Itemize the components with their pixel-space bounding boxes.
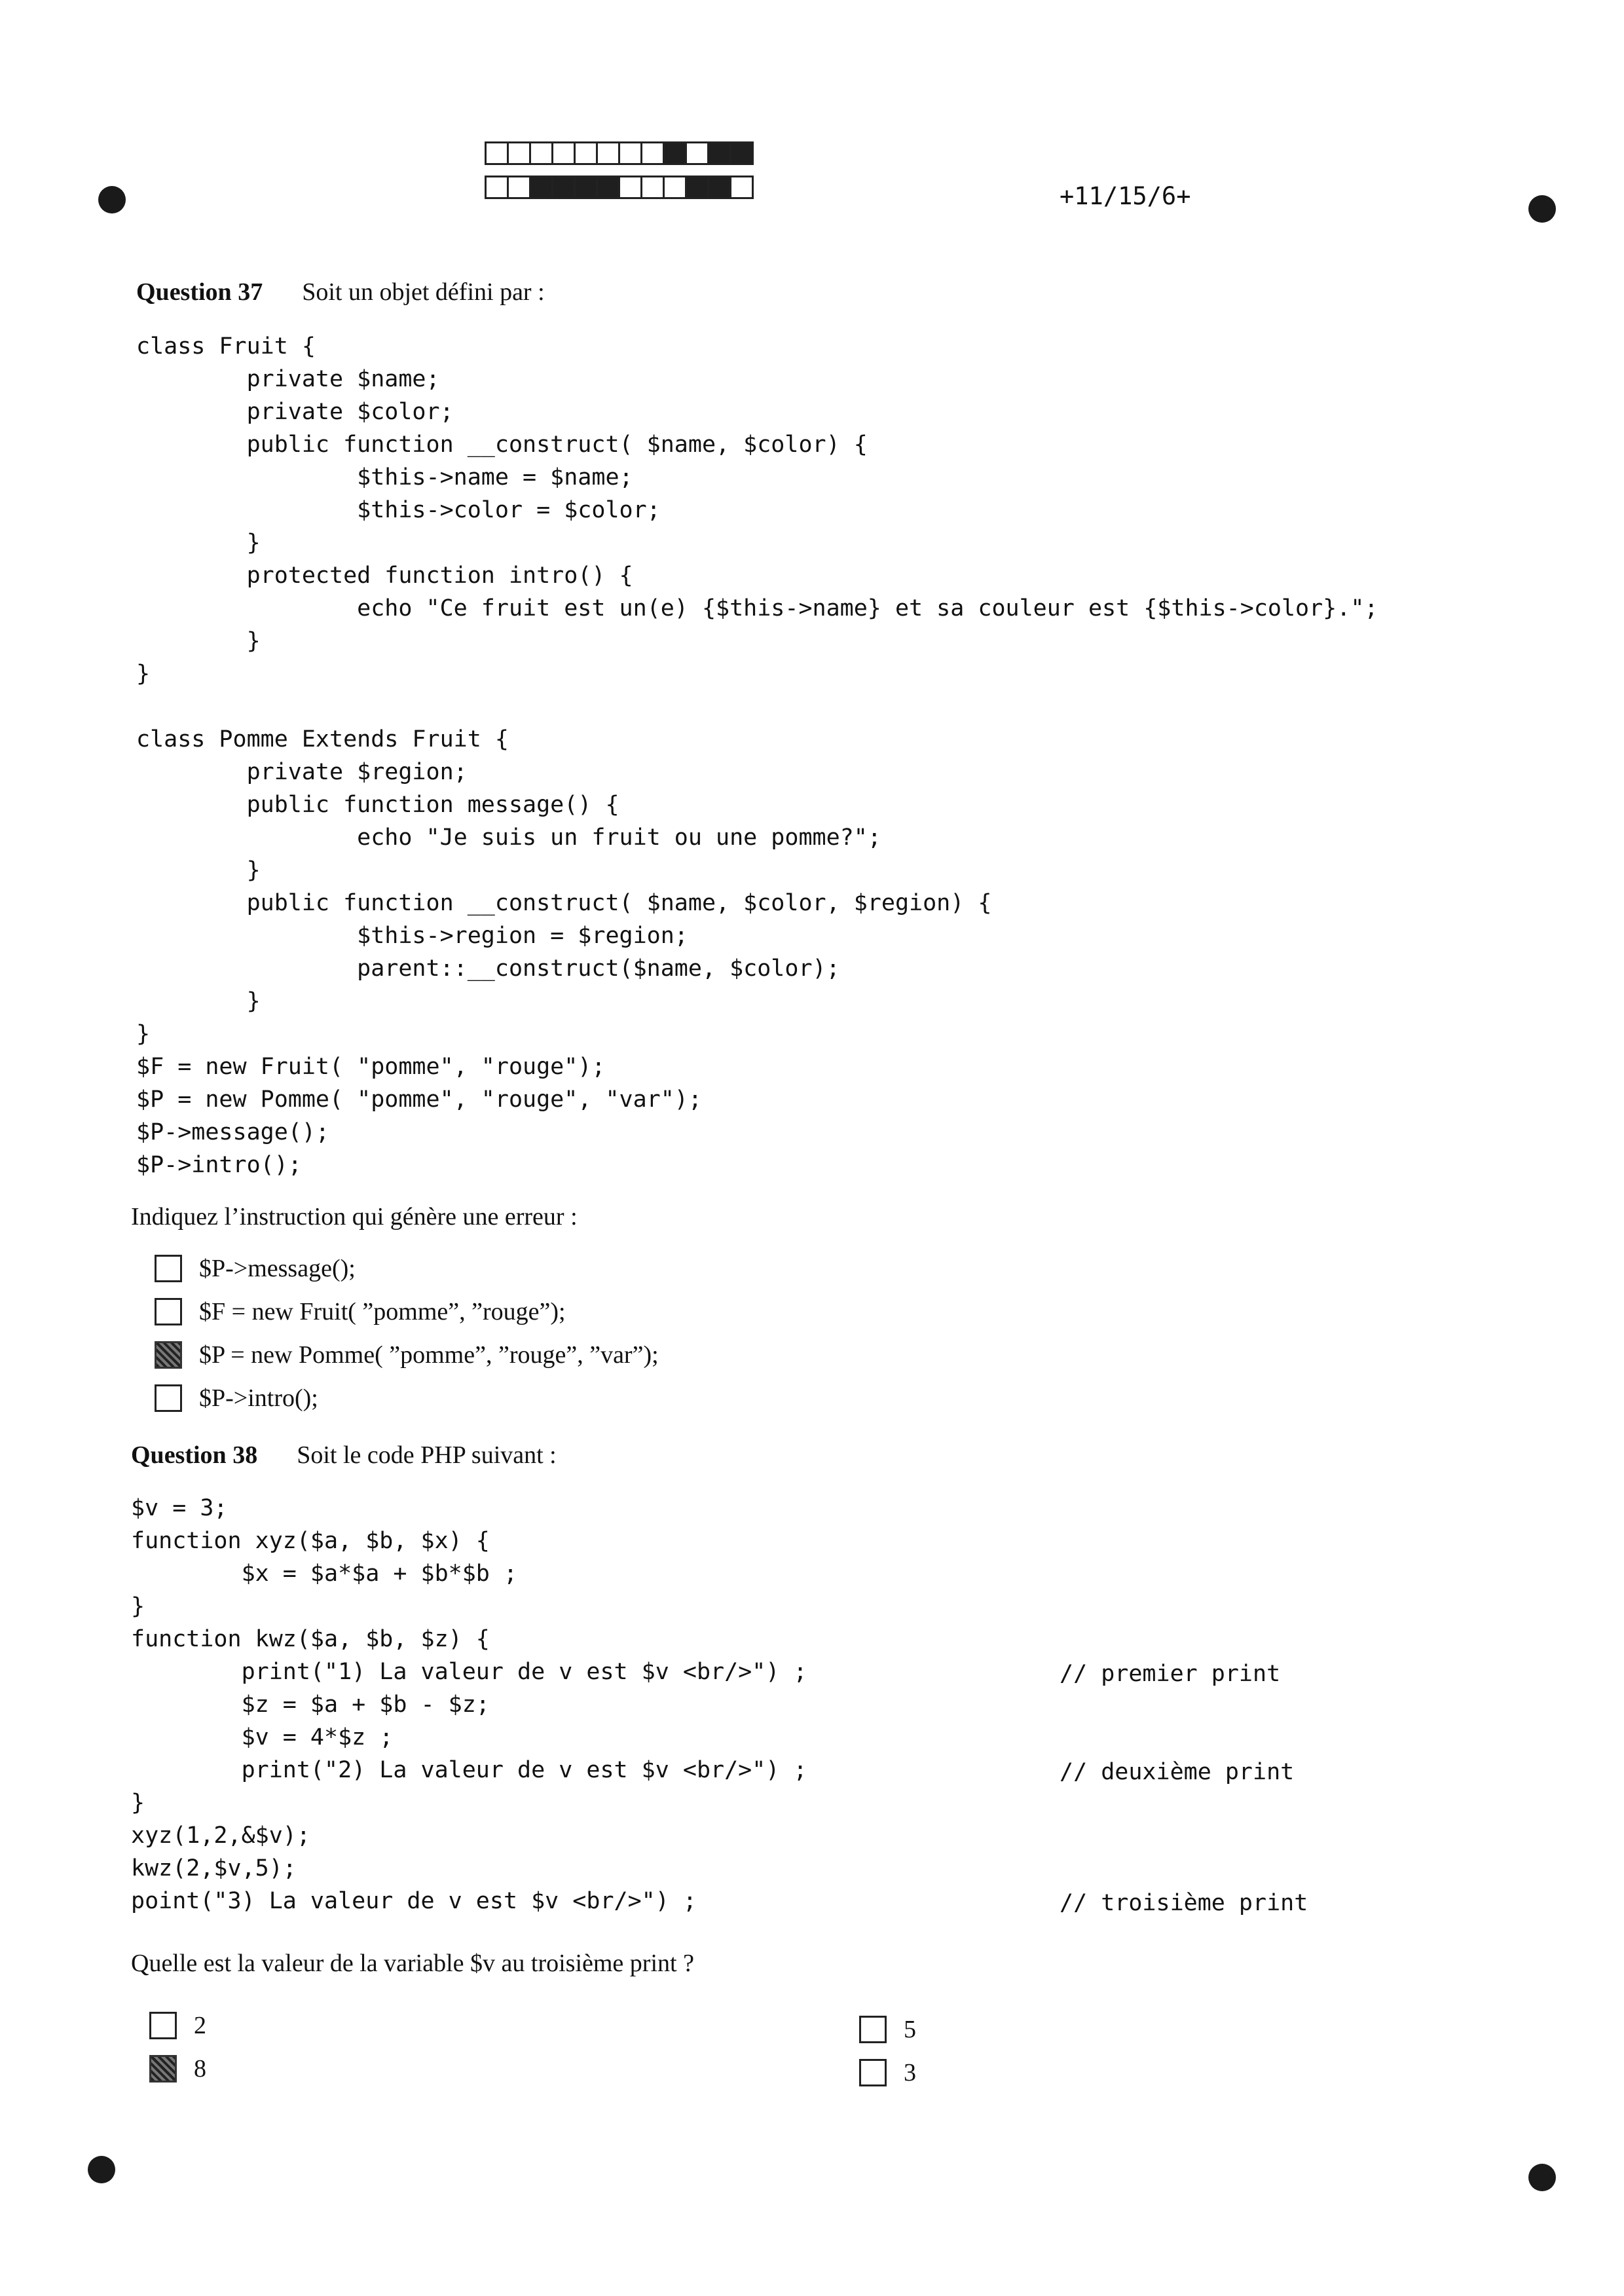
question-37-prompt: Indiquez l’instruction qui génère une erreur : xyxy=(131,1203,578,1231)
question-37-choices xyxy=(155,1247,659,1420)
question-37-code: class Fruit { private $name; private $color; public function __construct( $name, $color) { $this->name = $name; $this->color = $color; } protected function intro() { echo "Ce fruit est un(e) {$this->name} et sa couleur est {$this->color}."; } } class Pomme Extends Fruit { private $region; public function message() { echo "Je suis un fruit ou une pomme?"; } public function __construct( $name, $color, $region) { $this->region = $region; parent::__construct($name, $color); } } $F = new Fruit( "pomme", "rouge"); $P = new Pomme( "pomme", "rouge", "var"); $P->message(); $P->intro(); xyxy=(136,333,1378,1178)
question-38-choices-left xyxy=(149,2004,206,2090)
barcode-cell xyxy=(729,141,754,165)
answer-checkbox[interactable] xyxy=(149,2012,177,2039)
question-38-code: $v = 3; function xyz($a, $b, $x) { $x = $a*$a + $b*$b ; } function kwz($a, $b, $z) { print("1) La valeur de v est $v <br/>") ; $z = $a + $b - $z; $v = 4*$z ; print("2) La valeur de v est $v <br/>") ; } xyz(1,2,&$v); kwz(2,$v,5); point("3) La valeur de v est $v <br/>") ; xyxy=(131,1495,807,1914)
answer-label: $P->intro(); xyxy=(199,1384,318,1412)
answer-checkbox[interactable] xyxy=(859,2016,887,2043)
answer-label: 2 xyxy=(194,2012,206,2039)
barcode-cell xyxy=(618,176,642,199)
corner-mark-bottom-right xyxy=(1528,2164,1556,2191)
barcode-cell xyxy=(529,176,553,199)
barcode-cell xyxy=(685,141,709,165)
code-comment-first-print: // premier print xyxy=(1060,1661,1281,1687)
answer-option[interactable] xyxy=(155,1247,659,1290)
corner-mark-top-left xyxy=(98,186,126,213)
answer-label: 5 xyxy=(904,2016,916,2043)
question-number: Question 38 xyxy=(131,1441,258,1469)
answer-option[interactable] xyxy=(155,1290,659,1333)
barcode-row-2 xyxy=(485,176,752,200)
answer-option[interactable] xyxy=(149,2047,206,2090)
answer-checkbox[interactable] xyxy=(149,2055,177,2083)
question-38-choices-right xyxy=(859,2008,916,2094)
answer-checkbox[interactable] xyxy=(859,2059,887,2086)
barcode-cell xyxy=(574,176,598,199)
answer-option[interactable] xyxy=(859,2051,916,2094)
answer-option[interactable] xyxy=(155,1333,659,1377)
answer-label: $F = new Fruit( ”pomme”, ”rouge”); xyxy=(199,1298,566,1325)
question-number: Question 37 xyxy=(136,278,263,306)
barcode-row-1 xyxy=(485,141,752,166)
question-38-header xyxy=(131,1441,557,1470)
answer-checkbox[interactable] xyxy=(155,1298,182,1325)
corner-mark-bottom-left xyxy=(88,2156,115,2183)
barcode-cell xyxy=(596,141,620,165)
barcode-cell xyxy=(507,176,531,199)
answer-label: $P->message(); xyxy=(199,1255,356,1282)
barcode-cell xyxy=(707,176,731,199)
answer-label: $P = new Pomme( ”pomme”, ”rouge”, ”var”); xyxy=(199,1341,659,1369)
code-comment-third-print: // troisième print xyxy=(1060,1890,1308,1916)
answer-label: 3 xyxy=(904,2059,916,2086)
answer-option[interactable] xyxy=(149,2004,206,2047)
answer-option[interactable] xyxy=(155,1377,659,1420)
answer-checkbox[interactable] xyxy=(155,1255,182,1282)
barcode-cell xyxy=(574,141,598,165)
question-38-prompt: Quelle est la valeur de la variable $v au troisième print ? xyxy=(131,1950,694,1977)
answer-checkbox[interactable] xyxy=(155,1384,182,1412)
barcode-cell xyxy=(729,176,754,199)
barcode-cell xyxy=(551,176,576,199)
barcode-cell xyxy=(618,141,642,165)
corner-mark-top-right xyxy=(1528,195,1556,223)
barcode-cell xyxy=(551,141,576,165)
question-37-header xyxy=(136,278,545,306)
barcode-cell xyxy=(507,141,531,165)
answer-label: 8 xyxy=(194,2055,206,2083)
barcode-cell xyxy=(640,176,665,199)
barcode-cell xyxy=(640,141,665,165)
barcode-cell xyxy=(596,176,620,199)
barcode-cell xyxy=(485,141,509,165)
page-id: +11/15/6+ xyxy=(1060,182,1191,210)
barcode-cell xyxy=(663,176,687,199)
barcode-cell xyxy=(663,141,687,165)
question-title: Soit un objet défini par : xyxy=(302,278,545,306)
barcode-cell xyxy=(707,141,731,165)
answer-checkbox[interactable] xyxy=(155,1341,182,1369)
question-title: Soit le code PHP suivant : xyxy=(297,1441,557,1469)
barcode-cell xyxy=(685,176,709,199)
barcode-cell xyxy=(529,141,553,165)
barcode-cell xyxy=(485,176,509,199)
code-comment-second-print: // deuxième print xyxy=(1060,1759,1295,1785)
answer-option[interactable] xyxy=(859,2008,916,2051)
